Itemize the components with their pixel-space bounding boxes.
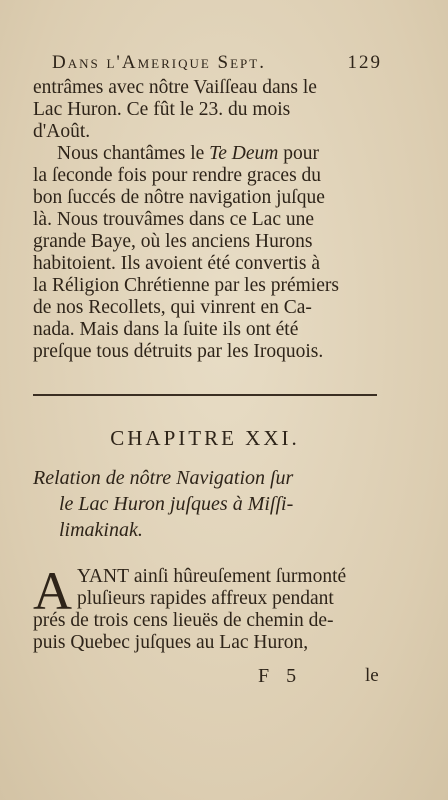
- opening-paragraph: [33, 561, 383, 654]
- text-run: Nous chantâmes le: [57, 143, 210, 164]
- text-line: habitoient. Ils avoient été convertis à: [33, 253, 320, 274]
- text-line: la Réligion Chrétienne par les prémiers: [33, 275, 339, 296]
- paragraph-first-line: [33, 143, 383, 165]
- text-line: pluſieurs rapides affreux pendant: [77, 588, 334, 609]
- text-line: grande Baye, où les anciens Hurons: [33, 231, 313, 252]
- drop-cap: A: [33, 561, 72, 621]
- text-line: prés de trois cens lieuës de chemin de-: [33, 610, 334, 631]
- text-line: [33, 566, 383, 588]
- text-line: entrâmes avec nôtre Vaiſſeau dans le: [33, 77, 317, 98]
- subtitle-line: le Lac Huron juſques à Miſſi-: [59, 493, 294, 515]
- text-run: ainſi hûreuſement ſurmonté: [129, 566, 347, 587]
- running-head: [52, 52, 382, 78]
- italic-text-run: Te Deum: [209, 143, 279, 164]
- body-text: [33, 77, 383, 363]
- text-line: preſque tous détruits par les Iroquois.: [33, 341, 324, 362]
- signature-mark: F 5: [258, 665, 303, 687]
- running-head-title: Dans l'Amerique Sept.: [52, 52, 266, 73]
- text-line: d'Août.: [33, 121, 91, 142]
- text-line: nada. Mais dans la ſuite ils ont été: [33, 319, 299, 340]
- text-line: bon ſuccés de nôtre navigation juſque: [33, 187, 325, 208]
- text-line: la ſeconde fois pour rendre graces du: [33, 165, 322, 186]
- text-run: pour: [278, 143, 319, 164]
- catchword: le: [365, 665, 379, 686]
- subtitle-line: limakinak.: [59, 519, 143, 541]
- text-line: Lac Huron. Ce fût le 23. du mois: [33, 99, 291, 120]
- subtitle-line: Relation de nôtre Navigation ſur: [33, 467, 294, 489]
- section-divider: [33, 394, 377, 396]
- text-line: de nos Recollets, qui vinrent en Ca-: [33, 297, 312, 318]
- page-number: 129: [347, 52, 382, 73]
- small-caps-word: YANT: [77, 566, 129, 587]
- text-line: puis Quebec juſques au Lac Huron,: [33, 632, 309, 653]
- chapter-subtitle: [33, 465, 383, 543]
- text-line: là. Nous trouvâmes dans ce Lac une: [33, 209, 315, 230]
- chapter-heading: CHAPITRE XXI.: [110, 426, 300, 450]
